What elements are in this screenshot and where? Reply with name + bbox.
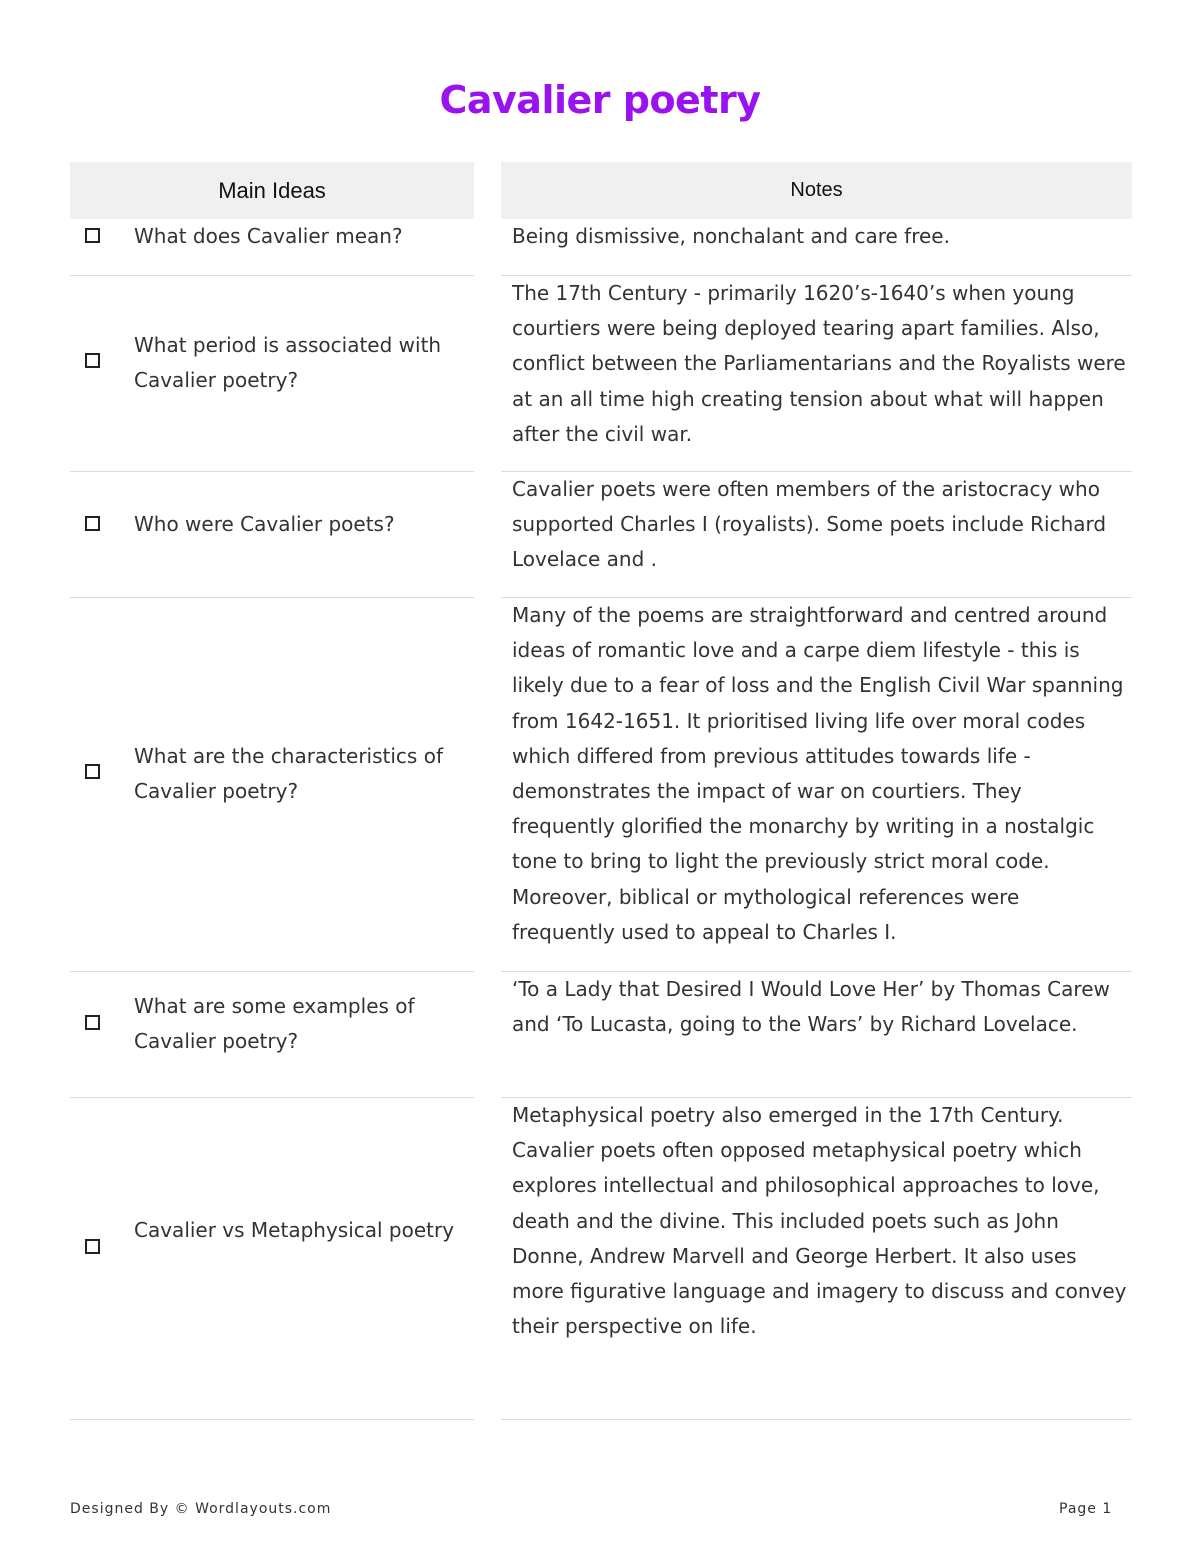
table-row <box>0 219 1200 276</box>
footer-credit: Designed By © Wordlayouts.com <box>70 1501 332 1517</box>
main-idea-cell <box>70 276 474 472</box>
table-row <box>0 972 1200 1098</box>
question-text: What are some examples of Cavalier poetry? <box>134 994 415 1054</box>
main-idea-cell <box>70 598 474 972</box>
table-row <box>0 276 1200 472</box>
checkbox[interactable] <box>85 764 100 779</box>
question-text: What period is associated with Cavalier poetry? <box>134 333 442 393</box>
table-row <box>0 598 1200 972</box>
main-idea-cell <box>70 472 474 598</box>
table-row <box>0 472 1200 598</box>
question-text: What are the characteristics of Cavalier poetry? <box>134 744 443 804</box>
page-number: Page 1 <box>1059 1501 1113 1517</box>
note-text: Being dismissive, nonchalant and care free. <box>512 224 950 248</box>
note-cell <box>501 1098 1132 1420</box>
main-idea-cell <box>70 972 474 1098</box>
note-cell <box>501 972 1132 1098</box>
notes-header: Notes <box>501 162 1132 219</box>
note-text: ‘To a Lady that Desired I Would Love Her’ by Thomas Carew and ‘To Lucasta, going to the Wars’ by Richard Lovelace. <box>512 977 1110 1037</box>
note-text: The 17th Century - primarily 1620’s-1640’s when young courtiers were being deployed tearing apart families. Also, conflict between the Parliamentarians and the Royalists were at an all time high creating tension about what will happen after the civil war. <box>512 281 1126 446</box>
note-cell <box>501 598 1132 972</box>
question-text: Cavalier vs Metaphysical poetry <box>134 1218 455 1242</box>
checkbox[interactable] <box>85 1015 100 1030</box>
note-text: Cavalier poets were often members of the aristocracy who supported Charles I (royalists). Some poets include Richard Lovelace and . <box>512 477 1107 572</box>
note-text: Metaphysical poetry also emerged in the 17th Century. Cavalier poets often opposed metaphysical poetry which explores intellectual and philosophical approaches to love, death and the divine. This included poets such as John Donne, Andrew Marvell and George Herbert. It also uses more figurative language and imagery to discuss and convey their perspective on life. <box>512 1103 1127 1339</box>
question-text: Who were Cavalier poets? <box>134 512 395 536</box>
question-text: What does Cavalier mean? <box>134 224 403 248</box>
main-ideas-header: Main Ideas <box>70 162 474 219</box>
checkbox[interactable] <box>85 228 100 243</box>
checkbox[interactable] <box>85 516 100 531</box>
note-cell <box>501 472 1132 598</box>
table-row <box>0 1098 1200 1420</box>
page-title: Cavalier poetry <box>439 78 761 122</box>
checkbox[interactable] <box>85 353 100 368</box>
main-idea-cell <box>70 1098 474 1420</box>
note-cell <box>501 276 1132 472</box>
main-idea-cell <box>70 219 474 276</box>
checkbox[interactable] <box>85 1239 100 1254</box>
note-text: Many of the poems are straightforward and centred around ideas of romantic love and a carpe diem lifestyle - this is likely due to a fear of loss and the English Civil War spanning from 1642-1651. It prioritised living life over moral codes which differed from previous attitudes towards life - demonstrates the impact of war on courtiers. They frequently glorified the monarchy by writing in a nostalgic tone to bring to light the previously strict moral code. Moreover, biblical or mythological references were frequently used to appeal to Charles I. <box>512 603 1124 944</box>
note-cell <box>501 219 1132 276</box>
